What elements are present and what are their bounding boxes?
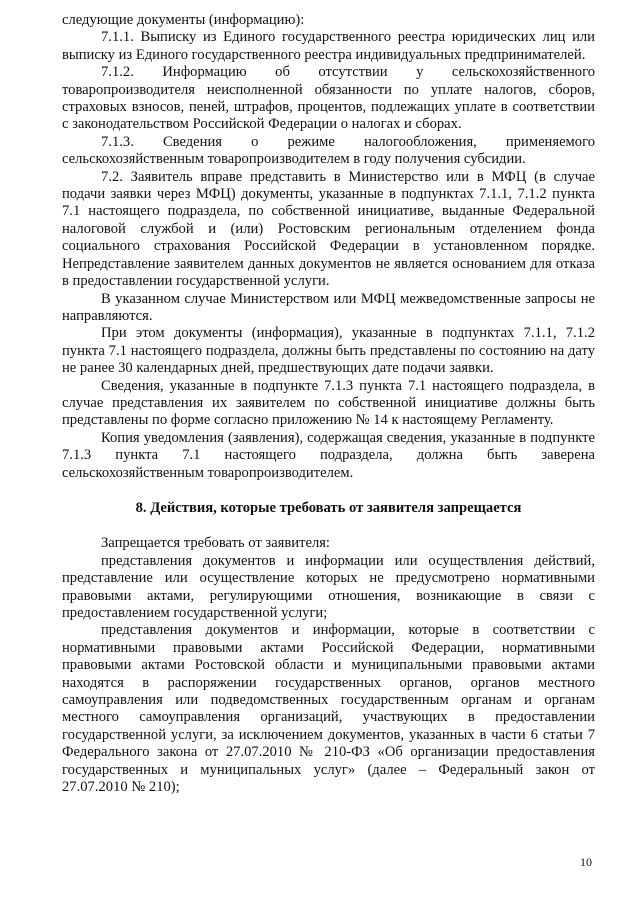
paragraph-documents-date: При этом документы (информация), указанные в подпунктах 7.1.1, 7.1.2 пункта 7.1 настоящего подраздела, должны быть представлены по состоянию на дату не ранее 30 календарных дней, предшествующих дате подачи заявки. [62,325,595,377]
paragraph-svedenia: Сведения, указанные в подпункте 7.1.3 пункта 7.1 настоящего подраздела, в случае представления их заявителем по собственной инициативе должны быть представлены по форме согласно приложению № 14 к настоящему Регламенту. [62,377,595,429]
document-page [62,12,595,796]
section-8-intro: Запрещается требовать от заявителя: [101,535,330,552]
item-7-2: 7.2. Заявитель вправе представить в Министерство или в МФЦ (в случае подачи заявки через МФЦ) документы, указанные в подпунктах 7.1.1, 7.1.2 пункта 7.1 настоящего подраздела, по собственной инициативе, выданные Федеральной налоговой службой и (или) Ростовским региональным отделением фонда социального страхования Российской Федерации в установленном порядке. Непредставление заявителем данных документов не является основанием для отказа в предоставлении государственной услуги. [62,168,595,290]
section-8-item-2: представления документов и информации, которые в соответствии с нормативными правовыми актами Российской Федерации, нормативными правовыми актами Ростовской области и муниципальными правовыми актами находятся в распоряжении государственных органов, органов местного самоуправления или подведомственных государственным органам и органам местного самоуправления организаций, участвующих в предоставлении государственной услуги, за исключением документов, указанных в части 6 статьи 7 Федерального закона от 27.07.2010 № 210-ФЗ «Об организации предоставления государственных и муниципальных услуг» (далее – Федеральный закон от 27.07.2010 № 210); [62,622,595,796]
item-7-1-3: 7.1.3. Сведения о режиме налогообложения, применяемого сельскохозяйственным товаропроизводителем в году получения субсидии. [62,133,595,168]
paragraph-copy-notice: Копия уведомления (заявления), содержащая сведения, указанные в подпункте 7.1.3 пункта 7.1 настоящего подраздела, должна быть заверена сельскохозяйственным товаропроизводителем. [62,429,595,481]
intro-line: следующие документы (информацию): [62,12,305,28]
item-7-1-2: 7.1.2. Информацию об отсутствии у сельскохозяйственного товаропроизводителя неисполненной обязанности по уплате налогов, сборов, страховых взносов, пеней, штрафов, процентов, подлежащих уплате в соответствии с законодательством Российской Федерации о налогах и сборах. [62,64,595,133]
paragraph-mfc-requests: В указанном случае Министерством или МФЦ межведомственные запросы не направляются. [62,290,595,324]
item-7-1-1: 7.1.1. Выписку из Единого государственного реестра юридических лиц или выписку из Единого государственного реестра индивидуальных предпринимателей. [62,29,595,63]
section-8-heading: 8. Действия, которые требовать от заявителя запрещается [135,499,522,516]
section-8-item-1: представления документов и информации или осуществления действий, представление или осуществление которых не предусмотрено нормативными правовыми актами, регулирующими отношения, возникающие в связи с предоставлением государственной услуги; [62,552,595,621]
page-number: 10 [580,855,592,869]
